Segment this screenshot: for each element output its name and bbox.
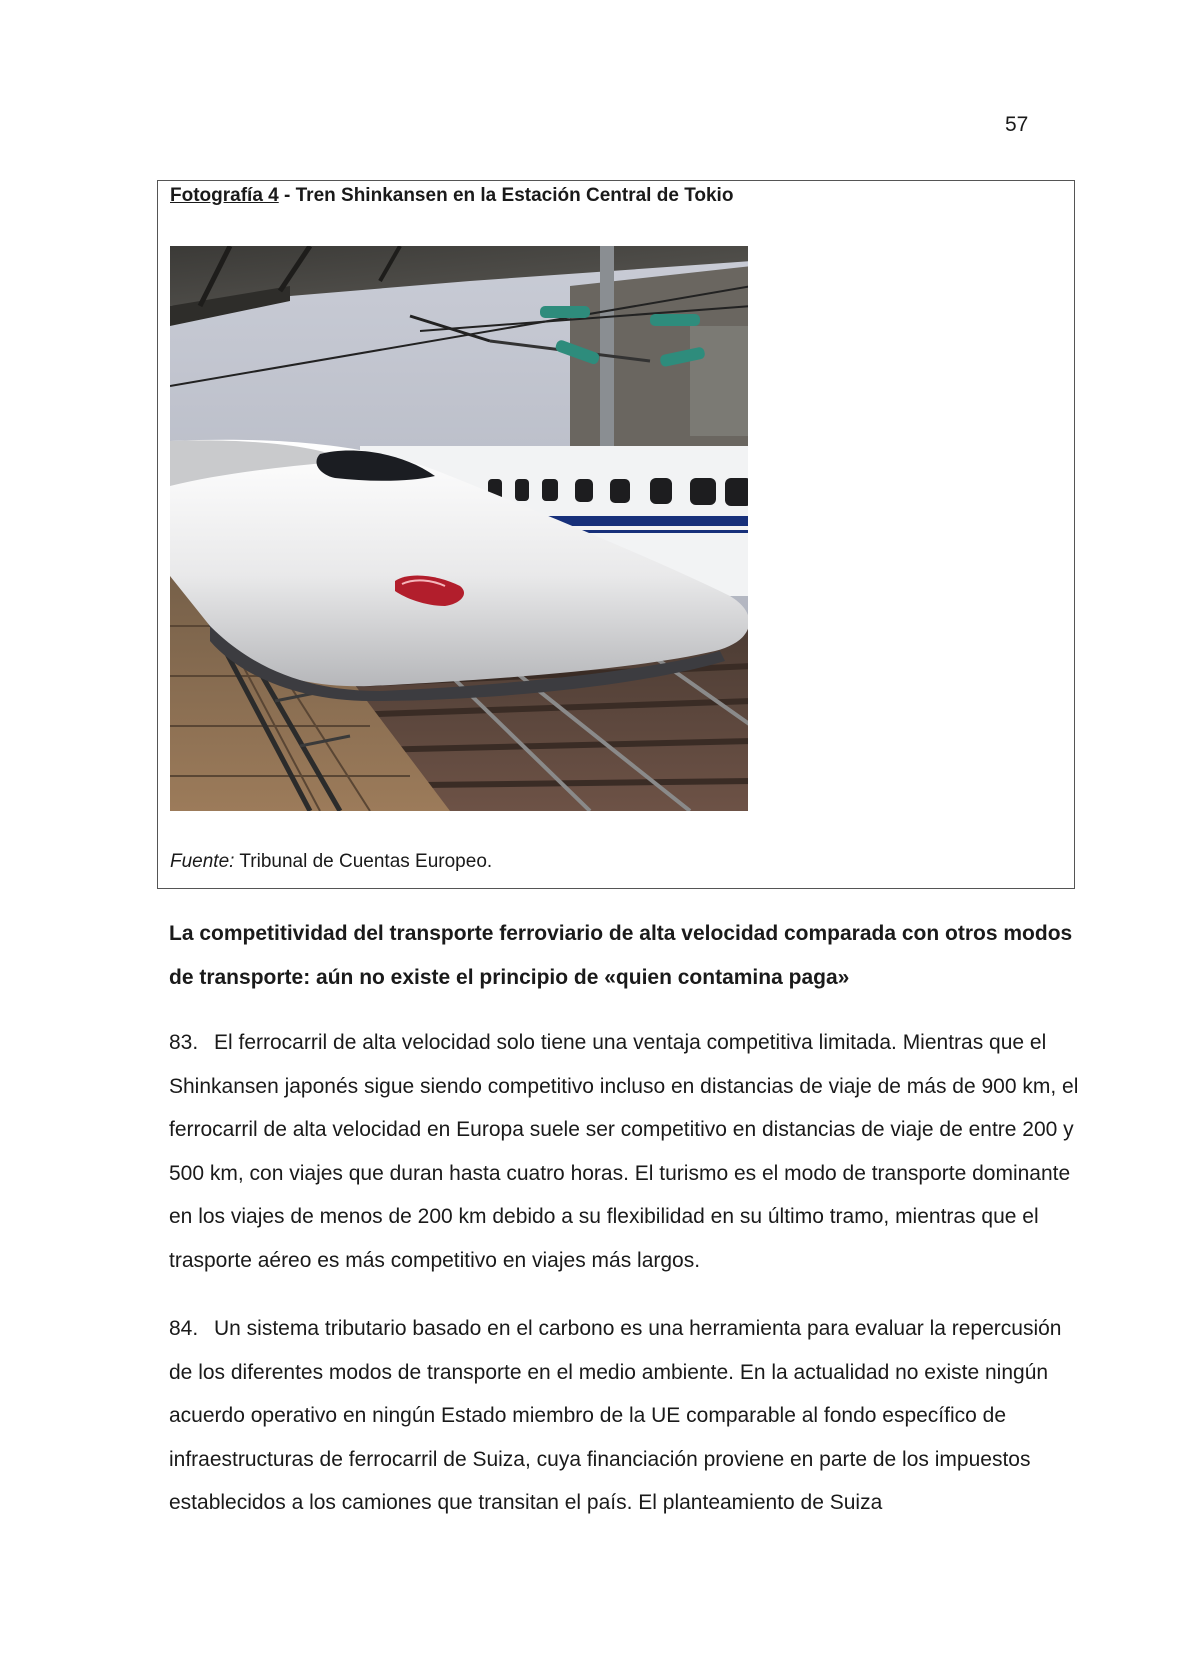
paragraph-number: 84. <box>169 1317 199 1340</box>
figure-box <box>157 180 1075 889</box>
figure-label: Fotografía 4 <box>170 185 279 206</box>
figure-title <box>170 185 733 207</box>
section-heading: La competitividad del transporte ferroviario de alta velocidad comparada con otros modos de transporte: aún no existe el principio de «quien contamina paga» <box>169 922 1073 989</box>
paragraph-text: Un sistema tributario basado en el carbono es una herramienta para evaluar la repercusión de los diferentes modos de transporte en el medio ambiente. En la actualidad no existe ningún acuerdo operativo en ningún Estado miembro de la UE comparable al fondo específico de infraestructuras de ferrocarril de Suiza, cuya financiación proviene en parte de los impuestos establecidos a los camiones que transitan el país. El planteamiento de Suiza <box>169 1317 1062 1514</box>
figure-source-label: Fuente: <box>170 851 235 872</box>
figure-source-text: Tribunal de Cuentas Europeo. <box>234 851 493 872</box>
paragraph-number: 83. <box>169 1031 199 1054</box>
shinkansen-photo <box>170 246 752 811</box>
figure-source <box>170 851 492 873</box>
figure-title-separator: - <box>278 185 296 206</box>
page-number: 57 <box>1005 113 1029 136</box>
paragraph-84 <box>169 1307 1079 1525</box>
paragraph-text: El ferrocarril de alta velocidad solo tiene una ventaja competitiva limitada. Mientras que el Shinkansen japonés sigue siendo competitivo incluso en distancias de viaje de más de 900 km, el ferrocarril de alta velocidad en Europa suele ser competitivo en distancias de viaje de entre 200 y 500 km, con viajes que duran hasta cuatro horas. El turismo es el modo de transporte dominante en los viajes de menos de 200 km debido a su flexibilidad en su último tramo, mientras que el trasporte aéreo es más competitivo en viajes más largos. <box>169 1031 1079 1272</box>
paragraph-83 <box>169 1021 1079 1282</box>
figure-caption: Tren Shinkansen en la Estación Central de Tokio <box>295 185 734 206</box>
